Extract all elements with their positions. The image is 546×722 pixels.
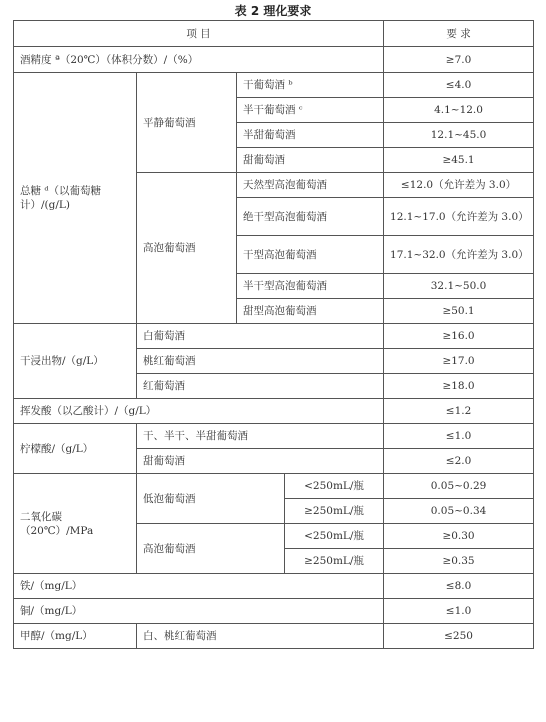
row-label-dry-extract: 干浸出物/（g/L）: [14, 324, 137, 399]
row-label-co2: 二氧化碳（20℃）/MPa: [14, 474, 137, 574]
dry-extract-item: 红葡萄酒: [137, 374, 384, 399]
req-copper: ≤1.0: [384, 599, 534, 624]
row-label-copper: 铜/（mg/L）: [14, 599, 384, 624]
table-caption: 表 2 理化要求: [234, 4, 312, 18]
citric-acid-item: 甜葡萄酒: [137, 449, 384, 474]
sugar-sparkling-req: 12.1~17.0（允许差为 3.0）: [384, 198, 534, 236]
table-row: [14, 624, 534, 649]
co2-high-req: ≥0.35: [384, 549, 534, 574]
table-header-row: [14, 21, 534, 47]
sugar-still-req: 4.1~12.0: [384, 98, 534, 123]
sugar-sparkling-item: 天然型高泡葡萄酒: [237, 173, 384, 198]
co2-high-req: ≥0.30: [384, 524, 534, 549]
physicochemical-requirements-table: [13, 20, 534, 649]
row-label-sugar: 总糖 ᵈ（以葡萄糖计）/(g/L): [14, 73, 137, 324]
sugar-sparkling-item: 甜型高泡葡萄酒: [237, 299, 384, 324]
sugar-sparkling-label: 高泡葡萄酒: [137, 173, 237, 324]
sugar-still-req: ≤4.0: [384, 73, 534, 98]
co2-high-item: ≥250mL/瓶: [285, 549, 384, 574]
sugar-sparkling-req: ≥50.1: [384, 299, 534, 324]
table-row: [14, 574, 534, 599]
sugar-still-item: 干葡萄酒 ᵇ: [237, 73, 384, 98]
co2-low-label: 低泡葡萄酒: [137, 474, 285, 524]
table-row: [14, 474, 534, 499]
dry-extract-item: 白葡萄酒: [137, 324, 384, 349]
sugar-sparkling-item: 半干型高泡葡萄酒: [237, 274, 384, 299]
row-label-alcohol: 酒精度 ª（20℃）（体积分数）/（%）: [14, 47, 384, 73]
sugar-still-req: ≥45.1: [384, 148, 534, 173]
sugar-still-req: 12.1~45.0: [384, 123, 534, 148]
sugar-still-label: 平静葡萄酒: [137, 73, 237, 173]
co2-high-label: 高泡葡萄酒: [137, 524, 285, 574]
req-alcohol: ≥7.0: [384, 47, 534, 73]
sugar-still-item: 半干葡萄酒 ᶜ: [237, 98, 384, 123]
sugar-still-item: 半甜葡萄酒: [237, 123, 384, 148]
dry-extract-req: ≥16.0: [384, 324, 534, 349]
co2-low-req: 0.05~0.29: [384, 474, 534, 499]
sugar-sparkling-item: 干型高泡葡萄酒: [237, 236, 384, 274]
sugar-sparkling-item: 绝干型高泡葡萄酒: [237, 198, 384, 236]
table-row: [14, 424, 534, 449]
citric-acid-req: ≤1.0: [384, 424, 534, 449]
req-iron: ≤8.0: [384, 574, 534, 599]
co2-low-req: 0.05~0.34: [384, 499, 534, 524]
citric-acid-item: 干、半干、半甜葡萄酒: [137, 424, 384, 449]
table-row: [14, 324, 534, 349]
req-volatile-acid: ≤1.2: [384, 399, 534, 424]
row-label-methanol: 甲醇/（mg/L）: [14, 624, 137, 649]
methanol-item: 白、桃红葡萄酒: [137, 624, 384, 649]
dry-extract-req: ≥17.0: [384, 349, 534, 374]
table-row: [14, 399, 534, 424]
sugar-sparkling-req: 32.1~50.0: [384, 274, 534, 299]
sugar-still-item: 甜葡萄酒: [237, 148, 384, 173]
table-row: [14, 47, 534, 73]
citric-acid-req: ≤2.0: [384, 449, 534, 474]
sugar-sparkling-req: 17.1~32.0（允许差为 3.0）: [384, 236, 534, 274]
req-methanol: ≤250: [384, 624, 534, 649]
co2-low-item: <250mL/瓶: [285, 474, 384, 499]
row-label-volatile-acid: 挥发酸（以乙酸计）/（g/L）: [14, 399, 384, 424]
co2-high-item: <250mL/瓶: [285, 524, 384, 549]
dry-extract-req: ≥18.0: [384, 374, 534, 399]
dry-extract-item: 桃红葡萄酒: [137, 349, 384, 374]
header-requirement: 要 求: [384, 21, 534, 47]
table-row: [14, 599, 534, 624]
sugar-sparkling-req: ≤12.0（允许差为 3.0）: [384, 173, 534, 198]
row-label-iron: 铁/（mg/L）: [14, 574, 384, 599]
row-label-citric-acid: 柠檬酸/（g/L）: [14, 424, 137, 474]
co2-low-item: ≥250mL/瓶: [285, 499, 384, 524]
table-row: [14, 73, 534, 98]
header-item: 项 目: [14, 21, 384, 47]
